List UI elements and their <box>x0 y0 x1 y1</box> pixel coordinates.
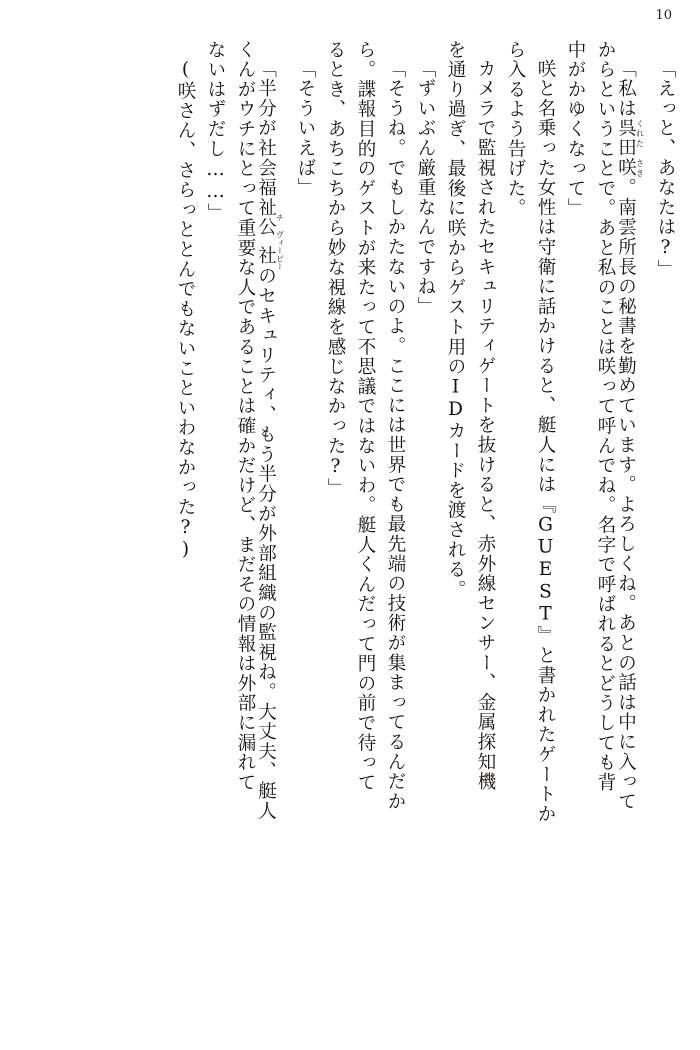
vertical-text-body <box>40 40 674 1020</box>
text-column: ないはずだし……」 <box>205 40 226 224</box>
text-column: 「そういえば」 <box>295 59 316 198</box>
ruby-kousha: 公社 チ ヴィーピー <box>255 213 285 271</box>
text-column: 「そうね。でもしかたないのよ。ここには世界でも最先端の技術が集まってるんだか <box>385 59 406 812</box>
text-column: カメラで監視されたセキュリティゲートを抜けると、赤外線センサー、金属探知機 <box>475 59 496 792</box>
page-number: 10 <box>655 8 672 23</box>
text-column: るとき、あちこちから妙な視線を感じなかった?」 <box>325 40 346 498</box>
text-column: 「えっと、あなたは?」 <box>655 59 676 280</box>
text-column: 「ずいぶん厳重なんですね」 <box>415 59 436 317</box>
text-column: 中がかゆくなって」 <box>565 40 586 219</box>
text-column: 咲と名乗った女性は守衛に話かけると、艇人には『GUEST』と書かれたゲートか <box>535 59 556 824</box>
text-column: (咲さん、さらっととんでもないこといわなかった?) <box>175 59 196 562</box>
text-column: 「私は呉田咲 くれた さき。南雲所長の秘書を勤めています。よろしくね。あとの話は中に入って <box>615 59 645 812</box>
text-column: くんがウチにとって重要な人であることは確かだけど、まだその情報は外部に漏れて <box>235 40 256 793</box>
text-column: を通り過ぎ、最後に咲からゲスト用のIDカードを渡される。 <box>445 40 466 600</box>
text-column: ら入るよう告げた。 <box>505 40 526 219</box>
text-column: からということで。あと私のことは咲って呼んでね。名字で呼ばれるとどうしても背 <box>595 40 616 793</box>
ruby-kureta-saki: 呉田咲 くれた さき <box>615 118 645 178</box>
text-column: ら。諜報目的のゲストが来たって不思議ではないわ。艇人くんだって門の前で待って <box>355 40 376 793</box>
text-column: 「半分が社会福祉公社 チ ヴィーピーのセキュリティ、もう半分が外部組織の監視ね。大丈夫、艇人 <box>255 59 285 821</box>
